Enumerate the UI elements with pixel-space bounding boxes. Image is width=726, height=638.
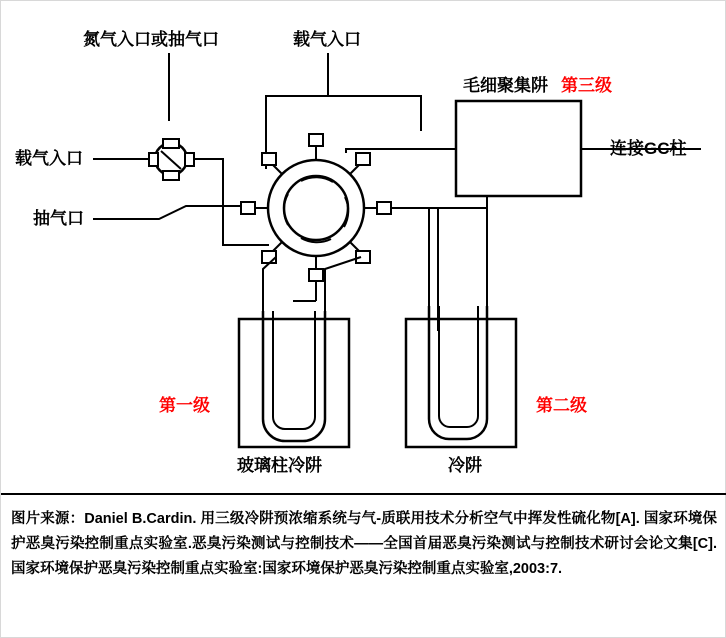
label-stage-two: 第二级	[536, 396, 587, 415]
valve-square-n	[309, 134, 323, 146]
knob-square-top	[163, 139, 179, 148]
label-vent-port: 抽气口	[33, 209, 84, 228]
label-carrier-gas-left: 载气入口	[15, 149, 83, 168]
valve-square-sw	[262, 251, 276, 263]
knob-square-left	[149, 153, 158, 166]
valve-square-w	[241, 202, 255, 214]
label-glass-cold-trap: 玻璃柱冷阱	[237, 456, 322, 475]
diagram-canvas	[1, 1, 726, 493]
stage1-u-tube-inner	[273, 311, 315, 429]
pipe-knob-to-valve	[194, 159, 269, 245]
rotary-valve-inner	[284, 176, 348, 240]
capillary-trap-box	[456, 101, 581, 196]
pipe-top-left-duct	[266, 96, 421, 169]
pipe-stage2-right-up	[438, 208, 487, 306]
valve-square-e	[377, 202, 391, 214]
valve-square-ne	[356, 153, 370, 165]
knob-square-bottom	[163, 171, 179, 180]
pipe-stage1-right-up	[325, 257, 361, 311]
label-carrier-gas-top: 载气入口	[293, 30, 361, 49]
stage2-u-tube-inner	[439, 306, 478, 427]
label-stage-one: 第一级	[159, 396, 210, 415]
pipe-stage2-to-trap	[456, 196, 487, 241]
diagram-svg	[1, 1, 726, 493]
label-gc-column: 连接GC柱	[610, 139, 687, 158]
knob-square-right	[185, 153, 194, 166]
label-cold-trap: 冷阱	[448, 456, 482, 475]
pipe-vent-port	[93, 206, 241, 219]
valve-square-s	[309, 269, 323, 281]
caption-text: 图片来源：Daniel B.Cardin. 用三级冷阱预浓缩系统与气-质联用技术分析空气中挥发性硫化物[A]. 国家环境保护恶臭污染控制重点实验室.恶臭污染测试与控制技术——全国首届恶臭污染测试与控制技术研讨会论文集[C].国家环境保护恶臭污染控制重点实验室:国家环境保护恶臭污染控制重点实验室,2003:7.	[11, 511, 717, 577]
label-stage-three: 第三级	[561, 76, 612, 95]
label-nitrogen-inlet: 氮气入口或抽气口	[83, 30, 219, 49]
pipe-stage1-left-up	[263, 257, 276, 311]
stage1-dewar-box	[239, 319, 349, 447]
label-capillary-trap: 毛细聚集阱	[463, 76, 548, 95]
source-caption	[1, 493, 726, 638]
valve-square-nw	[262, 153, 276, 165]
